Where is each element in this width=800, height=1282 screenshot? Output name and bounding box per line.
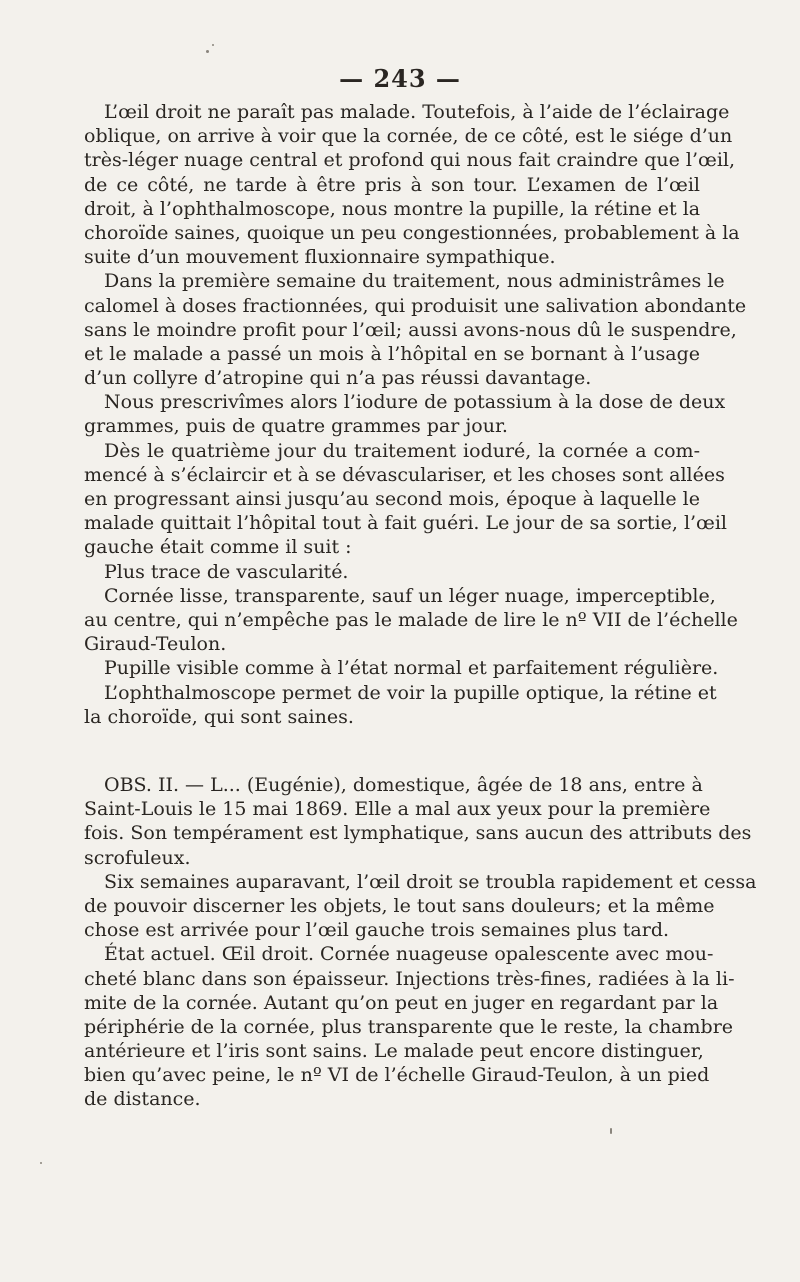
text-line: État actuel. Œil droit. Cornée nuageuse opalescente avec mou- <box>104 943 714 966</box>
text-line: de pouvoir discerner les objets, le tout sans douleurs; et la même <box>84 894 715 917</box>
text-line: cheté blanc dans son épaisseur. Injections très-fines, radiées à la li- <box>84 967 735 990</box>
paper-speck <box>40 1162 42 1164</box>
text-line: L’œil droit ne paraît pas malade. Toutefois, à l’aide de l’éclairage <box>104 101 730 123</box>
text-line: sans le moindre profit pour l’œil; aussi avons-nous dû le suspendre, <box>84 318 737 341</box>
text-line: Dans la première semaine du traitement, nous administrâmes le <box>104 270 725 293</box>
text-line: Six semaines auparavant, l’œil droit se troubla rapidement et cessa <box>104 870 757 893</box>
text-line: Nous prescrivîmes alors l’iodure de potassium à la dose de deux <box>104 391 726 414</box>
text-line: bien qu’avec peine, le nº VI de l’échelle Giraud-Teulon, à un pied <box>84 1064 710 1087</box>
text-line: L’ophthalmoscope permet de voir la pupille optique, la rétine et <box>104 681 717 704</box>
text-line: Plus trace de vascularité. <box>104 560 349 583</box>
text-line: la choroïde, qui sont saines. <box>84 705 354 728</box>
text-line: Pupille visible comme à l’état normal et parfaitement régulière. <box>104 657 719 680</box>
text-line: choroïde saines, quoique un peu congestionnées, probablement à la <box>84 221 740 244</box>
text-line: droit, à l’ophthalmoscope, nous montre la pupille, la rétine et la <box>84 197 701 220</box>
text-line: très-léger nuage central et profond qui nous fait craindre que l’œil, <box>84 149 736 172</box>
text-line: grammes, puis de quatre grammes par jour. <box>84 415 508 438</box>
paper-speck <box>206 50 209 53</box>
text-line: suite d’un mouvement fluxionnaire sympathique. <box>84 246 556 269</box>
text-line: de distance. <box>84 1088 201 1111</box>
paper-speck <box>212 44 214 46</box>
observation-two-text <box>84 773 757 1112</box>
text-line: au centre, qui n’empêche pas le malade de lire le nº VII de l’échelle <box>84 608 738 631</box>
text-line: fois. Son tempérament est lymphatique, sans aucun des attributs des <box>84 822 752 845</box>
text-line: de ce côté, ne tarde à être pris à son tour. L’examen de l’œil <box>84 173 700 196</box>
text-line: mite de la cornée. Autant qu’on peut en juger en regardant par la <box>84 991 719 1014</box>
text-line: scrofuleux. <box>84 846 191 869</box>
text-line: oblique, on arrive à voir que la cornée, de ce côté, est le siége d’un <box>84 125 733 148</box>
text-line: chose est arrivée pour l’œil gauche trois semaines plus tard. <box>84 919 670 942</box>
page-number: — 243 — <box>339 64 461 93</box>
text-line: mencé à s’éclaircir et à se dévasculariser, et les choses sont allées <box>84 463 725 486</box>
text-line: Giraud-Teulon. <box>84 633 227 656</box>
observation-one-text <box>84 100 747 729</box>
paper-speck <box>610 1128 612 1134</box>
text-line: Dès le quatrième jour du traitement ioduré, la cornée a com- <box>104 439 700 462</box>
text-line: d’un collyre d’atropine qui n’a pas réussi davantage. <box>84 367 592 390</box>
text-line: Cornée lisse, transparente, sauf un léger nuage, imperceptible, <box>104 584 716 607</box>
text-line: en progressant ainsi jusqu’au second mois, époque à laquelle le <box>84 488 700 510</box>
text-line: malade quittait l’hôpital tout à fait guéri. Le jour de sa sortie, l’œil <box>84 512 727 535</box>
text-line: gauche était comme il suit : <box>84 536 352 559</box>
text-line: calomel à doses fractionnées, qui produisit une salivation abondante <box>84 294 747 317</box>
text-line: et le malade a passé un mois à l’hôpital en se bornant à l’usage <box>84 342 700 365</box>
text-line: antérieure et l’iris sont sains. Le malade peut encore distinguer, <box>84 1040 704 1063</box>
text-line: périphérie de la cornée, plus transparente que le reste, la chambre <box>84 1015 734 1038</box>
text-line: Saint-Louis le 15 mai 1869. Elle a mal aux yeux pour la première <box>84 798 711 821</box>
text-line: OBS. II. — L... (Eugénie), domestique, âgée de 18 ans, entre à <box>104 774 703 796</box>
